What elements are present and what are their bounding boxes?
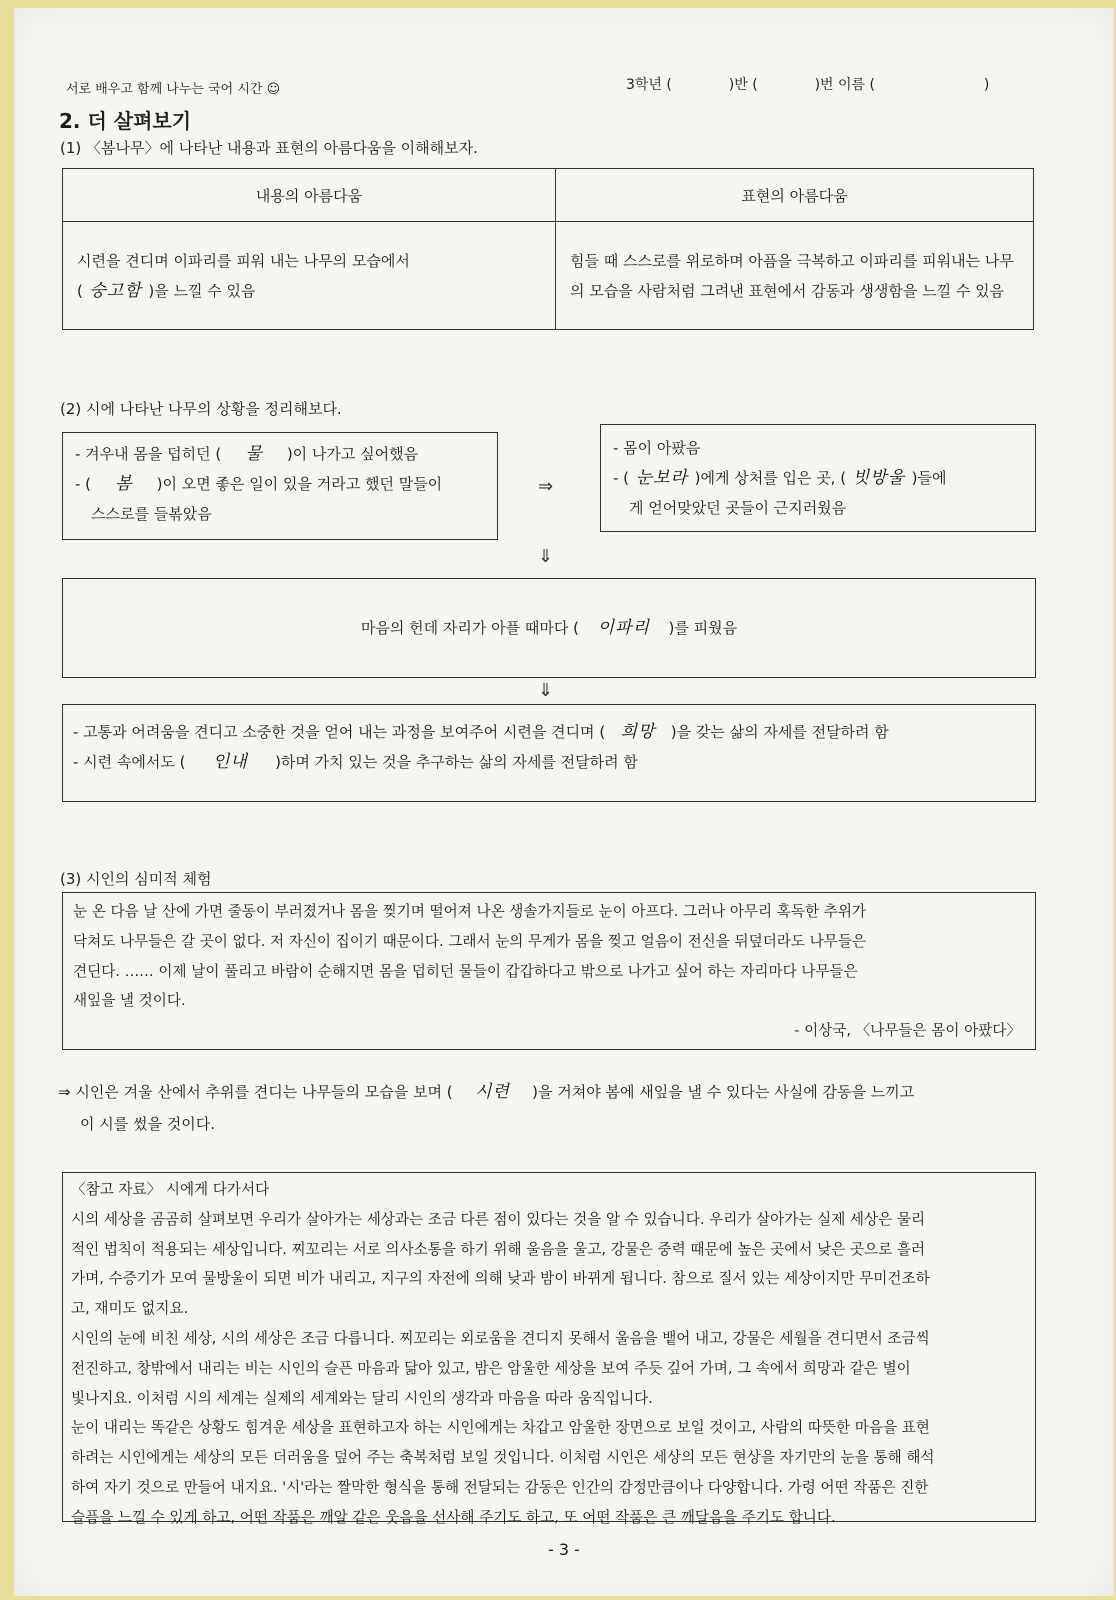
leaf-line: 마음의 헌데 자리가 아플 때마다 ( 이파리 )를 피웠음 — [361, 613, 737, 643]
answer-snowstorm[interactable]: 눈보라 — [635, 468, 688, 488]
answer-patience[interactable]: 인내 — [212, 752, 248, 772]
answer-spring[interactable]: 봄 — [115, 474, 133, 494]
theme-box — [62, 704, 1036, 802]
quote-line: 새잎을 낼 것이다. — [73, 992, 186, 1010]
reference-box — [62, 1172, 1036, 1526]
q1-prompt: (1) 〈봄나무〉에 나타난 내용과 표현의 아름다움을 이해해보자. — [60, 139, 478, 157]
col-content-header: 내용의 아름다움 — [63, 169, 556, 222]
tree-state-box — [62, 432, 498, 540]
section-title: 2. 더 살펴보기 — [59, 109, 192, 133]
reference-line: 전진하고, 창밖에서 내리는 비는 시인의 슬픈 마음과 닮아 있고, 밤은 암울한 세상을 보여 주듯 깊어 가며, 그 속에서 희망과 같은 별이 — [71, 1359, 911, 1377]
reference-line: 슬픔을 느낄 수 있게 하고, 어떤 작품은 깨알 같은 웃음을 선사해 주기도 하고, 또 어떤 작품은 큰 깨달음을 주기도 합니다. — [71, 1508, 836, 1526]
answer-water[interactable]: 물 — [245, 444, 263, 464]
answer-hope[interactable]: 희망 — [620, 722, 656, 742]
content-cell — [63, 222, 556, 330]
reference-title: 〈참고 자료〉 시에게 다가서다 — [71, 1181, 270, 1198]
pain-line3: 게 얻어맞았던 곳들이 근지러웠음 — [629, 499, 847, 517]
answer-leaves[interactable]: 이파리 — [597, 618, 650, 638]
reference-line: 가며, 수증기가 모여 물방울이 되면 비가 내리고, 지구의 자전에 의해 낮과 밤이 바뀌게 됩니다. 참으로 질서 있는 세상이지만 무미건조하 — [71, 1270, 930, 1288]
conclusion-line1: ⇒ 시인은 겨울 산에서 추위를 견디는 나무들의 모습을 보며 ( 시련 )을 거쳐야 봄에 새잎을 낼 수 있다는 사실에 감동을 느끼고 — [58, 1076, 1058, 1108]
reference-line: 시의 세상을 곰곰히 살펴보면 우리가 살아가는 세상과는 조금 다른 점이 있다는 것을 알 수 있습니다. 우리가 살아가는 실제 세상은 물리 — [71, 1210, 926, 1228]
reference-line: 빛나지요. 이처럼 시의 세계는 실제의 세계와는 달리 시인의 생각과 마음을 따라 움직입니다. — [71, 1389, 653, 1407]
q3-conclusion — [58, 1076, 1058, 1140]
pain-line1: - 몸이 아팠음 — [613, 439, 701, 457]
expression-cell: 힘들 때 스스로를 위로하며 아픔을 극복하고 이파리를 피워내는 나무의 모습을 사람처럼 그려낸 표현에서 감동과 생생함을 느낄 수 있음 — [556, 222, 1034, 330]
theme-line1: - 고통과 어려움을 견디고 소중한 것을 얻어 내는 과정을 보여주어 시련을 견디며 ( 희망 )을 갖는 삶의 자세를 전달하려 함 — [73, 717, 1025, 747]
page-number: - 3 - — [548, 1540, 580, 1559]
conclusion-line2: 이 시를 썼을 것이다. — [80, 1115, 215, 1133]
header-close: ) — [983, 77, 990, 93]
quote-line: 닥쳐도 나무들은 갈 곳이 없다. 저 자신이 집이기 때문이다. 그래서 눈의 무게가 몸을 찢고 얼음이 전신을 뒤덮더라도 나무들은 — [73, 932, 867, 950]
q3-prompt: (3) 시인의 심미적 체험 — [60, 870, 212, 888]
quote-source: - 이상국, 〈나무들은 몸이 아팠다〉 — [794, 1022, 1021, 1040]
grade-label: 3학년 ( — [626, 77, 672, 93]
pain-line2: - ( 눈보라 )에게 상처를 입은 곳, ( 빗방울 )들에 — [613, 463, 1023, 493]
reference-line: 시인의 눈에 비친 세상, 시의 세상은 조금 다릅니다. 찌꼬리는 외로움을 견디지 못해서 울음을 뱉어 내고, 강물은 세월을 견디면서 조금씩 — [71, 1329, 930, 1347]
state-line1: - 겨우내 몸을 덥히던 ( 물 )이 나가고 싶어했음 — [75, 439, 485, 469]
quote-line: 눈 온 다음 날 산에 가면 줄동이 부러졌거나 몸을 찢기며 떨어져 나온 생솔가지들로 눈이 아프다. 그러나 아무리 혹독한 추위가 — [73, 903, 867, 920]
theme-line2: - 시련 속에서도 ( 인내 )하며 가치 있는 것을 추구하는 삶의 자세를 전달하려 함 — [73, 747, 1025, 777]
worksheet-page — [14, 8, 1114, 1596]
state-line3: 스스로를 들볶았음 — [91, 505, 212, 523]
answer-trial[interactable]: 시련 — [474, 1082, 510, 1102]
reference-line: 하려는 시인에게는 세상의 모든 더러움을 덮어 주는 축복처럼 보일 것입니다. 이처럼 시인은 세상의 모든 현상을 자기만의 눈을 통해 해석 — [71, 1449, 935, 1467]
state-line2: - ( 봄 )이 오면 좋은 일이 있을 거라고 했던 말들이 — [75, 469, 485, 499]
content-line1: 시련을 견디며 이파리를 피워 내는 나무의 모습에서 — [77, 251, 410, 270]
class-label: )반 ( — [728, 77, 758, 93]
header-motto: 서로 배우고 함께 나누는 국어 시간 ☺ — [66, 82, 281, 97]
quote-box — [62, 892, 1036, 1050]
beauty-table — [62, 168, 1034, 330]
quote-line: 견딘다. …… 이제 날이 풀리고 바람이 순해지면 몸을 덥히던 물들이 갑갑하다고 밖으로 나가고 싶어 하는 자리마다 나무들은 — [73, 962, 858, 980]
reference-line: 고, 재미도 없지요. — [71, 1300, 189, 1318]
q2-prompt: (2) 시에 나타난 나무의 상황을 정리해보다. — [60, 400, 342, 418]
col-expression-header: 표현의 아름다움 — [556, 169, 1034, 222]
student-info — [626, 74, 989, 94]
leaf-box — [62, 578, 1036, 678]
number-label: )번 이름 ( — [814, 77, 875, 93]
reference-line: 눈이 내리는 똑같은 상황도 힘겨운 세상을 표현하고자 하는 시인에게는 차갑고 암울한 장면으로 보일 것이고, 사람의 따뜻한 마음을 표현 — [71, 1419, 930, 1437]
tree-pain-box — [600, 424, 1036, 532]
right-arrow: ⇒ — [538, 476, 554, 497]
reference-line: 하여 자기 것으로 만들어 내지요. '시'라는 짤막한 형식을 통해 전달되는 감동은 인간의 감정만큼이나 다양합니다. 가령 어떤 작품은 진한 — [71, 1478, 929, 1496]
content-line2: ( 숭고함 )을 느낄 수 있음 — [77, 276, 541, 306]
reference-line: 적인 법칙이 적용되는 세상입니다. 찌꼬리는 서로 의사소통을 하기 위해 울음을 울고, 강물은 중력 때문에 높은 곳에서 낮은 곳으로 흘러 — [71, 1240, 926, 1258]
down-arrow-1: ⇓ — [538, 546, 554, 567]
down-arrow-2: ⇓ — [538, 680, 554, 701]
answer-raindrop[interactable]: 빗방울 — [852, 468, 905, 488]
answer-sublimity[interactable]: 숭고함 — [89, 280, 142, 301]
